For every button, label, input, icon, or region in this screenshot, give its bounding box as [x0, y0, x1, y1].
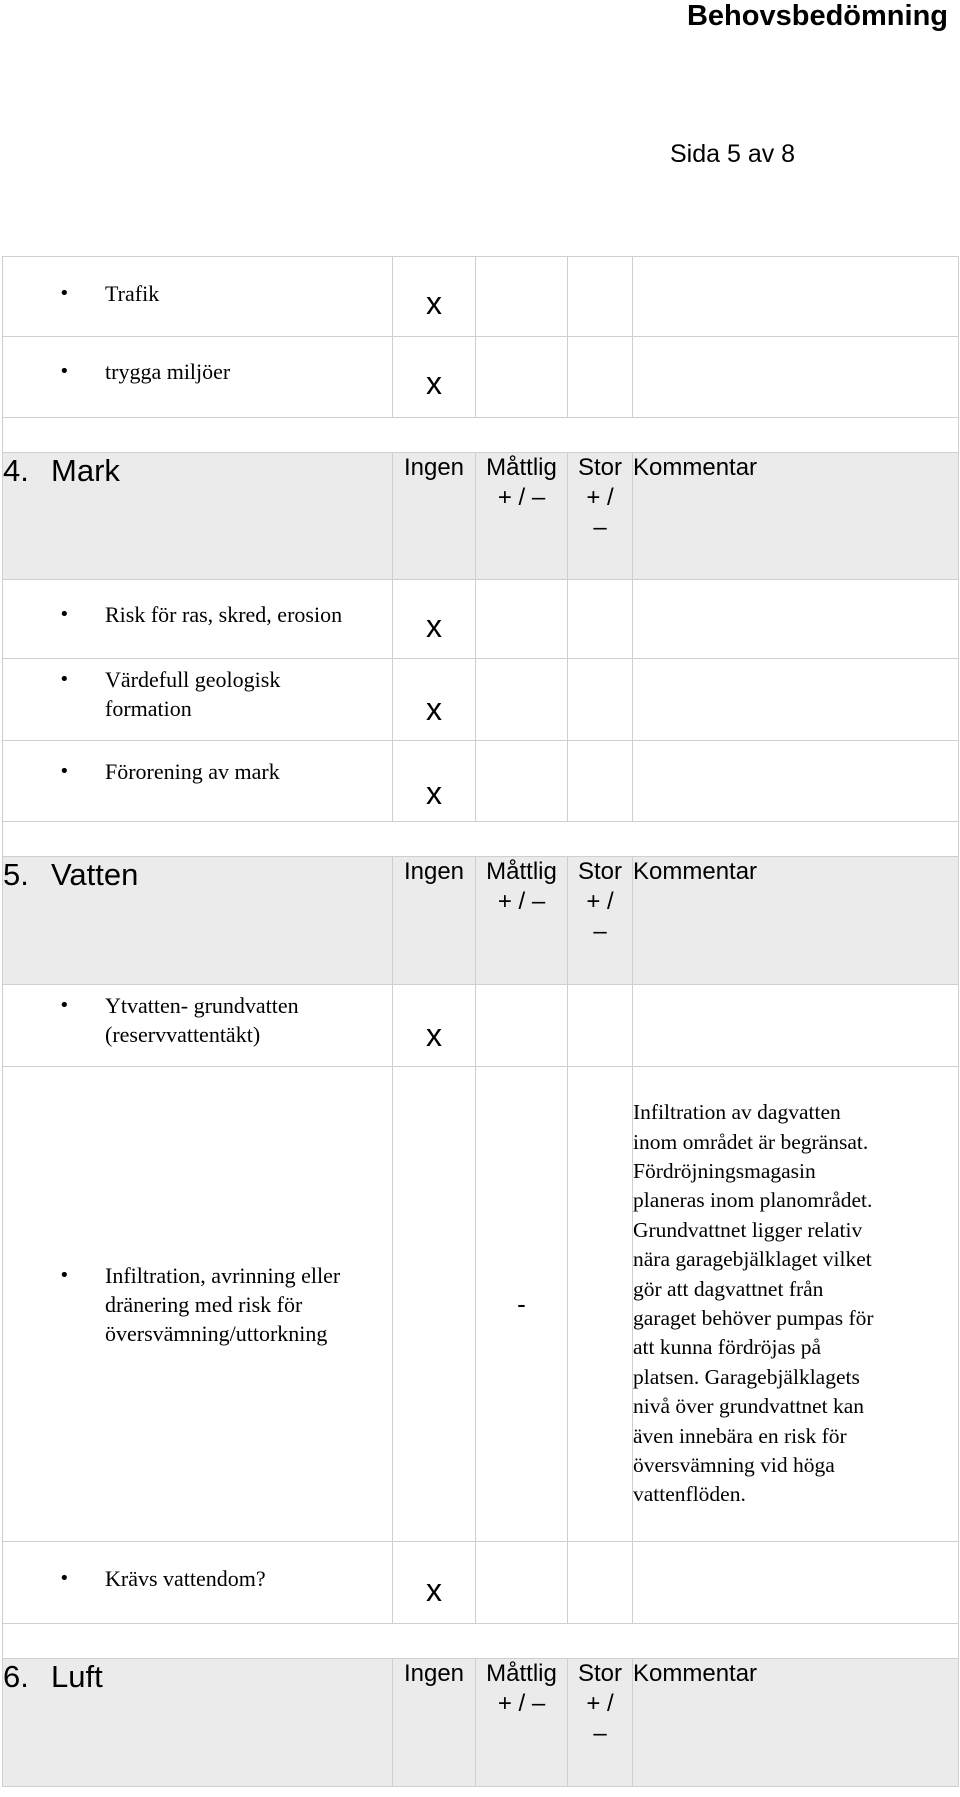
table-row [3, 257, 959, 337]
table-row [3, 337, 959, 418]
row-label: Krävs vattendom? [105, 1566, 266, 1591]
col-stor: Stor [577, 454, 622, 481]
col-stor-minus: – [593, 514, 607, 541]
section-header-vatten [3, 857, 959, 985]
spacer-row [3, 822, 959, 857]
row-label-cont: (reservvattentäkt) [105, 1022, 261, 1047]
section-title: Mark [51, 453, 120, 488]
col-stor-minus: – [593, 1720, 607, 1747]
table-row [3, 580, 959, 659]
section-number: 5. [3, 857, 29, 892]
list-item [3, 580, 392, 629]
list-item [3, 337, 392, 386]
list-item [3, 1261, 392, 1348]
table-row [3, 985, 959, 1067]
ingen-mark: x [393, 257, 476, 337]
ingen-mark: x [393, 985, 476, 1067]
section-title: Luft [51, 1659, 103, 1694]
section-header-luft [3, 1659, 959, 1787]
col-kommentar: Kommentar [633, 454, 758, 481]
list-item [3, 659, 392, 723]
list-item [3, 257, 392, 308]
col-mattlig-scale: + / – [497, 484, 546, 511]
col-stor-scale: + / [586, 484, 614, 511]
assessment-table [2, 256, 959, 1787]
list-item [3, 985, 392, 1049]
col-stor: Stor [577, 1660, 622, 1687]
ingen-mark: x [393, 659, 476, 741]
col-ingen: Ingen [403, 1660, 465, 1687]
col-kommentar: Kommentar [633, 1660, 758, 1687]
row-label-cont: översvämning/uttorkning [105, 1320, 328, 1346]
spacer-row [3, 418, 959, 453]
col-mattlig: Måttlig [486, 1660, 557, 1687]
col-ingen: Ingen [403, 454, 465, 481]
ingen-mark: x [393, 741, 476, 822]
col-mattlig: Måttlig [486, 454, 557, 481]
page-number: Sida 5 av 8 [670, 140, 796, 168]
col-stor-scale: + / [586, 1690, 614, 1717]
bullet-icon: • [59, 1264, 70, 1286]
mattlig-mark: - [476, 1067, 568, 1542]
col-ingen: Ingen [403, 858, 465, 885]
section-number: 4. [3, 453, 29, 488]
row-label: Infiltration, avrinning eller [105, 1262, 341, 1288]
col-stor-minus: – [593, 918, 607, 945]
table-row [3, 1542, 959, 1624]
row-label-cont: dränering med risk för [105, 1291, 303, 1317]
row-label-cont: formation [105, 696, 192, 721]
ingen-mark: x [393, 1542, 476, 1624]
section-header-mark [3, 453, 959, 580]
col-kommentar: Kommentar [633, 858, 758, 885]
ingen-mark: x [393, 580, 476, 659]
row-label: Ytvatten- grundvatten [105, 993, 299, 1018]
document-title: Behovsbedömning [686, 0, 948, 32]
table-row [3, 1067, 959, 1542]
table-row [3, 659, 959, 741]
bullet-icon: • [59, 1568, 70, 1589]
ingen-mark: x [393, 337, 476, 418]
col-mattlig-scale: + / – [497, 1690, 546, 1717]
spacer-row [3, 1624, 959, 1659]
list-item [3, 1542, 392, 1593]
bullet-icon: • [59, 604, 70, 625]
bullet-icon: • [59, 283, 70, 304]
comment-text: Infiltration av dagvatten inom området är begränsat. Fördröjningsmagasin planeras inom planområdet. Grundvattnet ligger relativ nära garagebjälklaget vilket gör att dagvattnet från garaget behöver pumpas för att kunna fördröjas på platsen. Garagebjälklagets nivå över grundvattnet kan även innebära en risk för översvämning vid höga vattenflöden. [633, 1067, 959, 1542]
bullet-icon: • [59, 669, 70, 690]
col-stor-scale: + / [586, 888, 614, 915]
col-mattlig-scale: + / – [497, 888, 546, 915]
bullet-icon: • [59, 761, 70, 782]
section-title: Vatten [51, 857, 139, 892]
row-label: Förorening av mark [105, 759, 280, 784]
row-label: Trafik [105, 281, 160, 306]
col-stor: Stor [577, 858, 622, 885]
section-number: 6. [3, 1659, 29, 1694]
list-item [3, 741, 392, 786]
bullet-icon: • [59, 995, 70, 1016]
table-row [3, 741, 959, 822]
row-label: trygga miljöer [105, 359, 231, 384]
bullet-icon: • [59, 361, 70, 382]
row-label: Värdefull geologisk [105, 667, 281, 692]
row-label: Risk för ras, skred, erosion [105, 602, 343, 627]
col-mattlig: Måttlig [486, 858, 557, 885]
